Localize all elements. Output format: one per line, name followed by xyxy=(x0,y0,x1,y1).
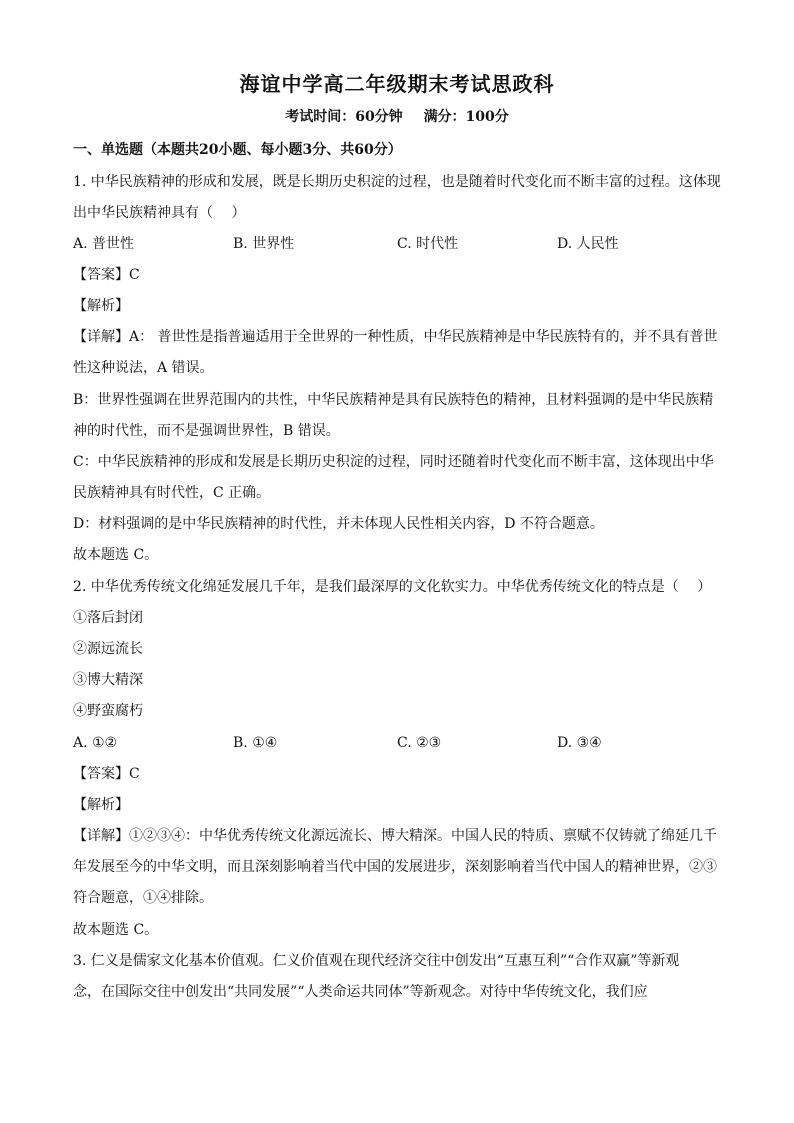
q1-detail-line1: 【详解】A： 普世性是指普遍适用于全世界的一种性质，中华民族精神是中华民族特有的，并不具有普世 xyxy=(73,329,718,345)
q2-detail-line2: 年发展至今的中华文明，而且深刻影响着当代中国的发展进步，深刻影响着当代中国人的精神世界，②③ xyxy=(73,859,717,875)
q2-item-1: ①落后封闭 xyxy=(73,610,143,626)
q2-option-d: D. ③④ xyxy=(557,735,602,751)
q2-detail-line3: 符合题意，①④排除。 xyxy=(73,890,213,906)
exam-time: 考试时间：60分钟 xyxy=(285,109,403,125)
q2-conclusion: 故本题选 C。 xyxy=(73,922,159,938)
q2-analysis-label: 【解析】 xyxy=(73,797,129,813)
exam-title: 海谊中学高二年级期末考试思政科 xyxy=(239,72,555,96)
q2-option-c: C. ②③ xyxy=(397,735,442,751)
q1-detail-line5: C：中华民族精神的形成和发展是长期历史积淀的过程，同时还随着时代变化而不断丰富，这体现出中华 xyxy=(73,454,714,470)
q1-option-d: D. 人民性 xyxy=(557,236,619,252)
q1-stem-line1: 1. 中华民族精神的形成和发展，既是长期历史积淀的过程，也是随着时代变化而不断丰富的过程。这体现 xyxy=(73,174,721,190)
q2-answer: 【答案】C xyxy=(73,766,140,782)
q1-conclusion: 故本题选 C。 xyxy=(73,547,159,563)
q2-item-3: ③博大精深 xyxy=(73,672,143,688)
q3-stem-line2: 念，在国际交往中创发出“共同发展”“人类命运共同体”等新观念。对待中华传统文化，我们应 xyxy=(73,984,648,1000)
exam-info xyxy=(0,106,794,126)
q2-stem: 2. 中华优秀传统文化绵延发展几千年，是我们最深厚的文化软实力。中华优秀传统文化的特点是（ ） xyxy=(73,579,712,595)
section-heading: 一、单选题（本题共20小题、每小题3分、共60分） xyxy=(73,142,402,158)
q1-detail-line6: 民族精神具有时代性，C 正确。 xyxy=(73,485,271,501)
q2-detail-line1: 【详解】①②③④：中华优秀传统文化源远流长、博大精深。中国人民的特质、禀赋不仅铸就了绵延几千 xyxy=(73,828,717,844)
q3-stem-line1: 3. 仁义是儒家文化基本价值观。仁义价值观在现代经济交往中创发出“互惠互利”“合作双赢”等新观 xyxy=(73,953,680,969)
exam-score: 满分：100分 xyxy=(423,109,509,125)
q1-detail-line3: B：世界性强调在世界范围内的共性，中华民族精神是具有民族特色的精神，且材料强调的是中华民族精 xyxy=(73,392,714,408)
q1-analysis-label: 【解析】 xyxy=(73,298,129,314)
q2-item-4: ④野蛮腐朽 xyxy=(73,703,143,719)
q1-detail-line4: 神的时代性，而不是强调世界性，B 错误。 xyxy=(73,423,340,439)
q1-detail-line7: D：材料强调的是中华民族精神的时代性，并未体现人民性相关内容，D 不符合题意。 xyxy=(73,516,604,532)
q2-item-2: ②源远流长 xyxy=(73,641,143,657)
q1-stem-line2: 出中华民族精神具有（ ） xyxy=(73,205,246,221)
q2-option-a: A. ①② xyxy=(73,735,118,751)
q1-option-c: C. 时代性 xyxy=(397,236,459,252)
q1-option-b: B. 世界性 xyxy=(233,236,295,252)
q1-option-a: A. 普世性 xyxy=(73,236,135,252)
q2-option-b: B. ①④ xyxy=(233,735,278,751)
q1-detail-line2: 性这种说法，A 错误。 xyxy=(73,360,214,376)
q1-answer: 【答案】C xyxy=(73,267,140,283)
